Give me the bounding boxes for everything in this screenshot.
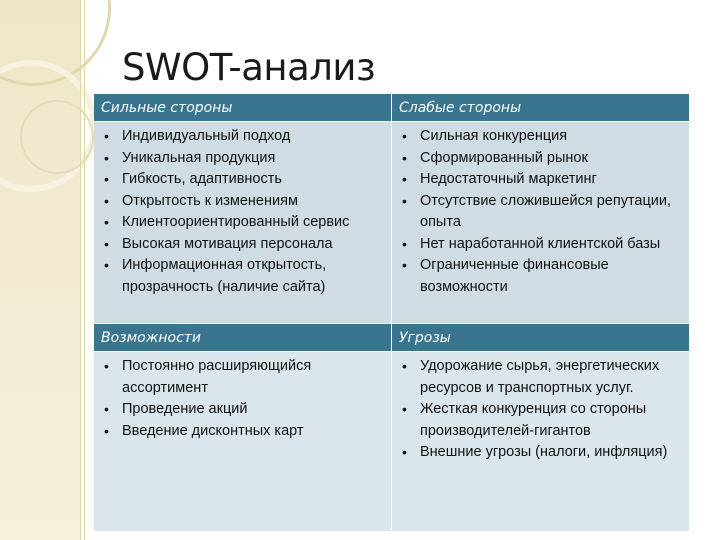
swot-table (94, 94, 690, 532)
list-item: • Клиентоориентированный сервис (98, 212, 385, 234)
list-item: • Индивидуальный подход (98, 126, 385, 148)
list-item: • Проведение акций (98, 399, 385, 421)
weaknesses-cell (392, 122, 690, 324)
list-item: • Нет наработанной клиентской базы (396, 234, 683, 256)
opportunities-header: Возможности (94, 324, 392, 352)
list-item: • Открытость к изменениям (98, 191, 385, 213)
list-item: • Сформированный рынок (396, 148, 683, 170)
strengths-cell (94, 122, 392, 324)
list-item: • Уникальная продукция (98, 148, 385, 170)
list-item: • Удорожание сырья, энергетических ресурсов и транспортных услуг. (396, 356, 683, 399)
opportunities-list (98, 356, 385, 442)
list-item: • Недостаточный маркетинг (396, 169, 683, 191)
threats-header: Угрозы (392, 324, 690, 352)
decorative-ring (20, 100, 94, 174)
threats-list (396, 356, 683, 464)
list-item: • Ограниченные финансовые возможности (396, 255, 683, 298)
weaknesses-list (396, 126, 683, 298)
list-item: • Внешние угрозы (налоги, инфляция) (396, 442, 683, 464)
list-item: • Высокая мотивация персонала (98, 234, 385, 256)
decorative-line (80, 0, 81, 540)
opportunities-cell (94, 352, 392, 532)
list-item: • Информационная открытость, прозрачность (наличие сайта) (98, 255, 385, 298)
list-item: • Гибкость, адаптивность (98, 169, 385, 191)
list-item: • Жесткая конкуренция со стороны производителей-гигантов (396, 399, 683, 442)
slide-title: SWOT-анализ (122, 46, 376, 89)
list-item: • Введение дисконтных карт (98, 421, 385, 443)
threats-cell (392, 352, 690, 532)
decorative-line (84, 0, 85, 540)
weaknesses-header: Слабые стороны (392, 94, 690, 122)
strengths-header: Сильные стороны (94, 94, 392, 122)
strengths-list (98, 126, 385, 298)
list-item: • Отсутствие сложившейся репутации, опыта (396, 191, 683, 234)
list-item: • Постоянно расширяющийся ассортимент (98, 356, 385, 399)
list-item: • Сильная конкуренция (396, 126, 683, 148)
